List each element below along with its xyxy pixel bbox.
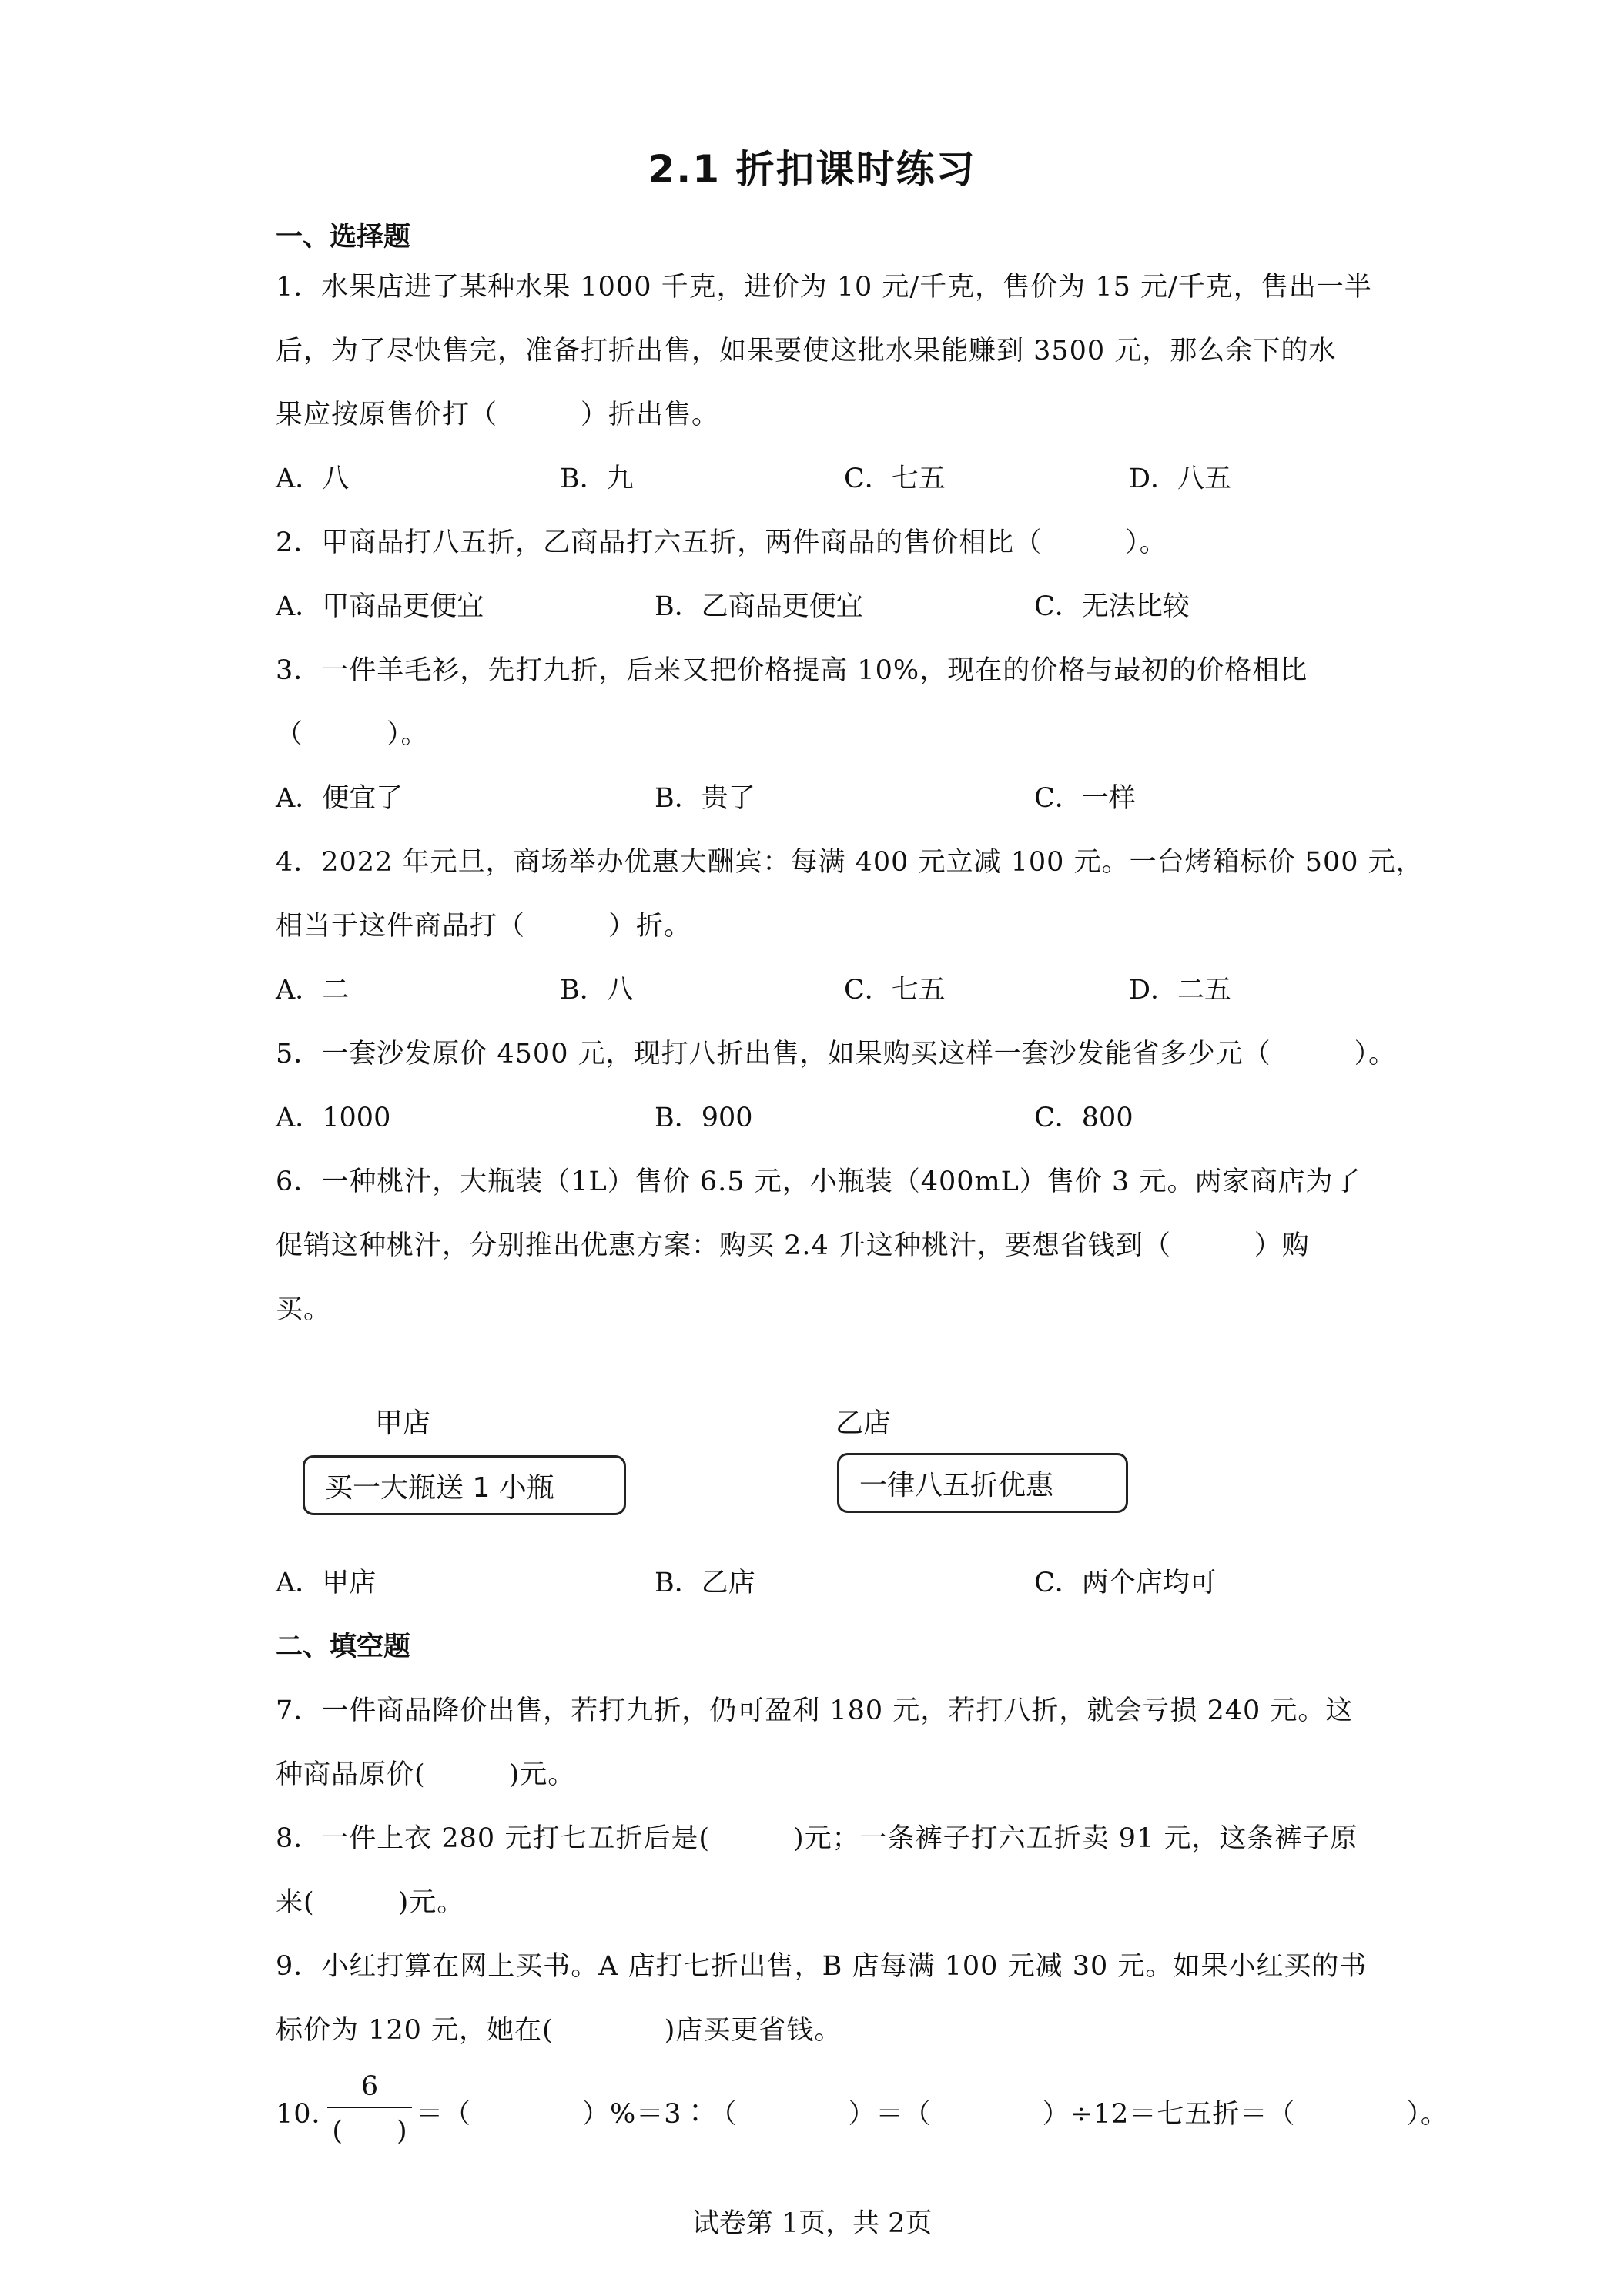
page-footer: 试卷第 1页，共 2页 bbox=[691, 2208, 933, 2239]
section-heading-choice: 一、选择题 bbox=[276, 222, 411, 253]
q9-line-1: 9．小红打算在网上买书。A 店打七折出售，B 店每满 100 元减 30 元。如果小红买的书 bbox=[276, 1951, 1368, 1982]
q10-numerator: 6 bbox=[360, 2071, 379, 2102]
q1-option-d: D．八五 bbox=[1129, 464, 1232, 494]
shop-b-offer: 一律八五折优惠 bbox=[859, 1469, 1054, 1501]
q6-line-3: 买。 bbox=[276, 1294, 332, 1325]
q9-line-2: 标价为 120 元，她在( )店买更省钱。 bbox=[276, 2015, 842, 2046]
q7-line-2: 种商品原价( )元。 bbox=[276, 1759, 576, 1790]
q1-line-2: 后，为了尽快售完，准备打折出售，如果要使这批水果能赚到 3500 元，那么余下的水 bbox=[276, 336, 1337, 366]
q8-line-1: 8．一件上衣 280 元打七五折后是( )元；一条裤子打六五折卖 91 元，这条裤子原 bbox=[276, 1823, 1358, 1854]
q4-option-b: B．八 bbox=[560, 975, 634, 1006]
q5-option-b: B．900 bbox=[655, 1103, 753, 1133]
page-title: 2.1 折扣课时练习 bbox=[648, 147, 976, 192]
q4-option-d: D．二五 bbox=[1129, 975, 1232, 1006]
shop-a-offer-box bbox=[303, 1455, 626, 1515]
q3-option-c: C．一样 bbox=[1034, 783, 1136, 814]
q5-option-a: A．1000 bbox=[276, 1103, 391, 1133]
q10-prefix: 10． bbox=[276, 2099, 340, 2130]
q4-line-1: 4．2022 年元旦，商场举办优惠大酬宾：每满 400 元立减 100 元。一台烤箱标价 500 元， bbox=[276, 847, 1424, 878]
q3-option-b: B．贵了 bbox=[655, 783, 755, 814]
shop-a-offer: 买一大瓶送 1 小瓶 bbox=[325, 1471, 554, 1504]
section-heading-fill: 二、填空题 bbox=[276, 1632, 411, 1662]
q4-option-a: A．二 bbox=[276, 975, 350, 1006]
shop-b-offer-box bbox=[837, 1453, 1128, 1513]
q6-option-c: C．两个店均可 bbox=[1034, 1568, 1217, 1598]
q2-option-a: A．甲商品更便宜 bbox=[276, 591, 484, 622]
q2-line-1: 2．甲商品打八五折，乙商品打六五折，两件商品的售价相比（ ）。 bbox=[276, 527, 1167, 558]
q2-option-c: C．无法比较 bbox=[1034, 591, 1190, 622]
q5-option-c: C．800 bbox=[1034, 1103, 1133, 1133]
q10-rest: ＝（ ）%＝3∶（ ）＝（ ）÷12＝七五折＝（ ）。 bbox=[416, 2099, 1448, 2130]
q1-option-c: C．七五 bbox=[844, 464, 946, 494]
q4-option-c: C．七五 bbox=[844, 975, 946, 1006]
q6-line-2: 促销这种桃汁，分别推出优惠方案：购买 2.4 升这种桃汁，要想省钱到（ ）购 bbox=[276, 1230, 1310, 1261]
q1-line-3: 果应按原售价打（ ）折出售。 bbox=[276, 400, 720, 430]
q6-option-a: A．甲店 bbox=[276, 1568, 377, 1598]
shop-b-name: 乙店 bbox=[835, 1407, 892, 1439]
q3-line-2: （ ）。 bbox=[276, 719, 429, 750]
q6-option-b: B．乙店 bbox=[655, 1568, 755, 1598]
q3-option-a: A．便宜了 bbox=[276, 783, 403, 814]
q1-option-a: A．八 bbox=[276, 464, 350, 494]
q4-line-2: 相当于这件商品打（ ）折。 bbox=[276, 911, 692, 942]
q2-option-b: B．乙商品更便宜 bbox=[655, 591, 863, 622]
q8-line-2: 来( )元。 bbox=[276, 1887, 465, 1918]
q10-fraction bbox=[327, 2071, 412, 2148]
q1-line-1: 1．水果店进了某种水果 1000 千克，进价为 10 元/千克，售价为 15 元/千克，售出一半 bbox=[276, 272, 1372, 303]
q3-line-1: 3．一件羊毛衫，先打九折，后来又把价格提高 10%，现在的价格与最初的价格相比 bbox=[276, 655, 1308, 686]
shop-a-name: 甲店 bbox=[375, 1407, 431, 1439]
q10-denominator: ( ) bbox=[332, 2116, 407, 2147]
q6-line-1: 6．一种桃汁，大瓶装（1L）售价 6.5 元，小瓶装（400mL）售价 3 元。两家商店为了 bbox=[276, 1166, 1361, 1197]
q5-line-1: 5．一套沙发原价 4500 元，现打八折出售，如果购买这样一套沙发能省多少元（ ）。 bbox=[276, 1039, 1397, 1069]
q1-option-b: B．九 bbox=[560, 464, 634, 494]
q7-line-1: 7．一件商品降价出售，若打九折，仍可盈利 180 元，若打八折，就会亏损 240 元。这 bbox=[276, 1695, 1354, 1726]
